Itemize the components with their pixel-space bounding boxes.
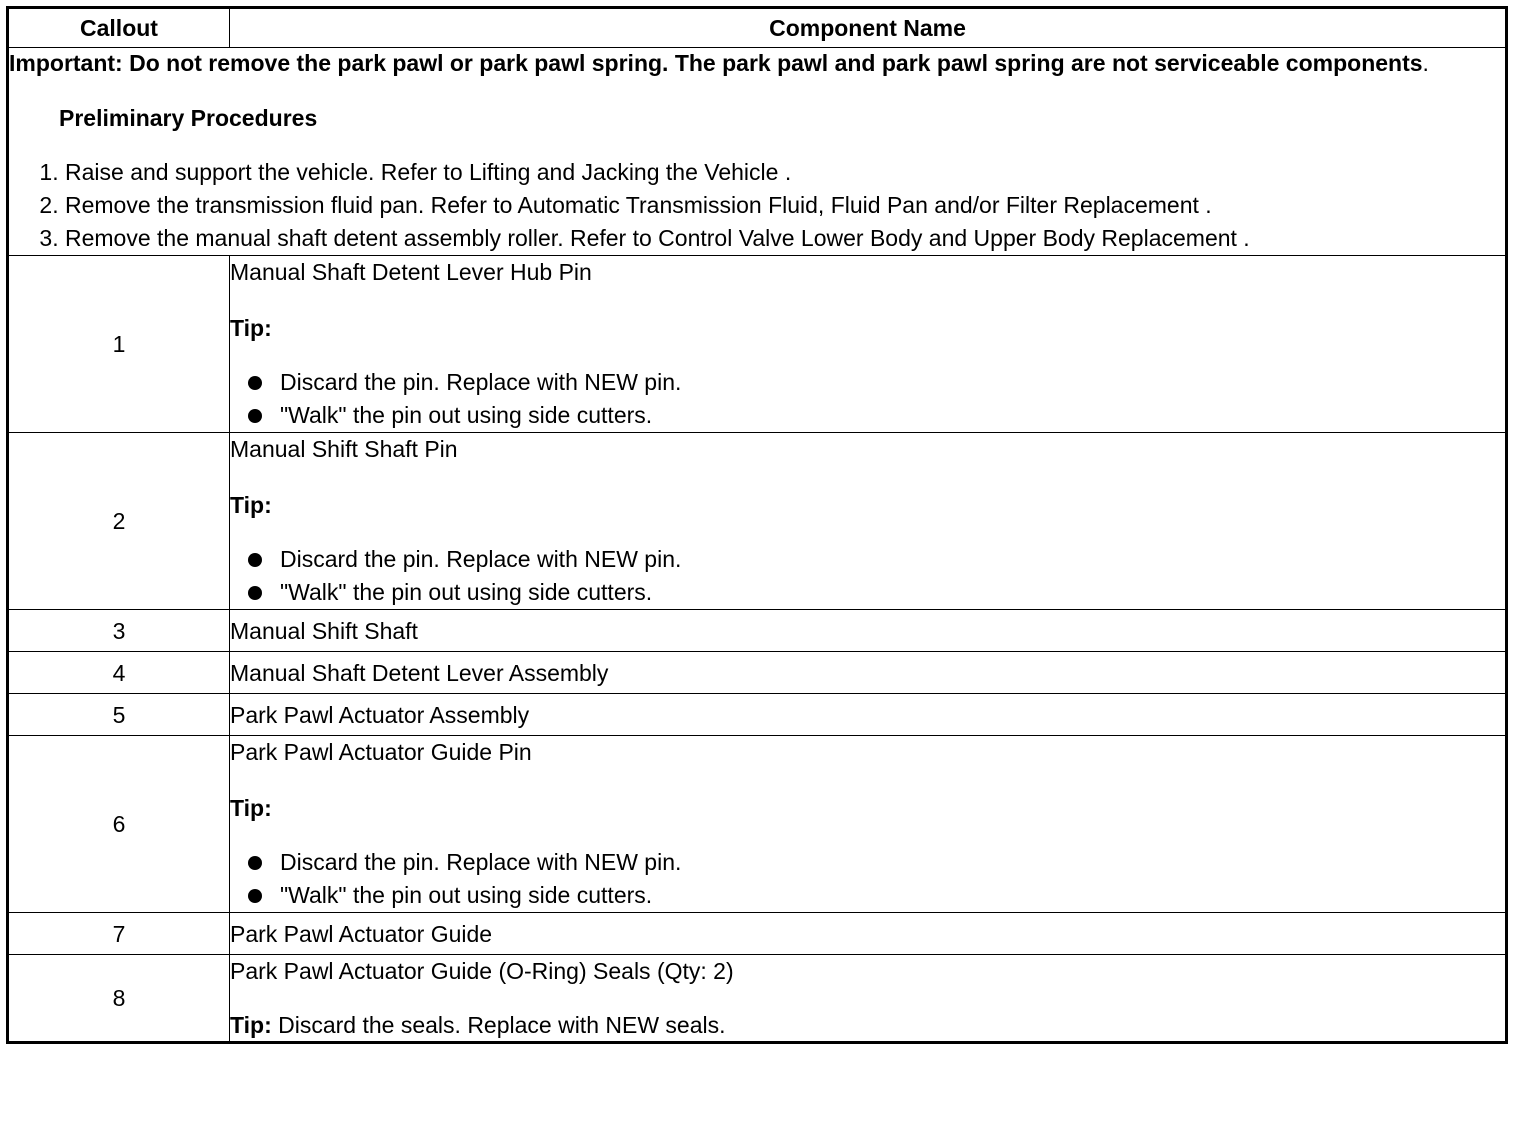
tip-text: "Walk" the pin out using side cutters. xyxy=(280,402,653,428)
tip-list xyxy=(230,543,1505,609)
tip-list xyxy=(230,846,1505,912)
step-item: 3. Remove the manual shaft detent assembly roller. Refer to Control Valve Lower Body and Upper Body Replacement . xyxy=(65,222,1505,255)
callout-number: 2 xyxy=(8,433,230,610)
component-cell xyxy=(230,433,1507,610)
bullet-icon xyxy=(248,889,262,903)
important-text: Important: Do not remove the park pawl or park pawl spring. The park pawl and park pawl spring are not serviceable components xyxy=(9,50,1423,76)
tip-text: "Walk" the pin out using side cutters. xyxy=(280,882,653,908)
table-row xyxy=(8,736,1507,913)
callout-header: Callout xyxy=(8,8,230,48)
tip-item xyxy=(246,576,1505,609)
table-row xyxy=(8,913,1507,955)
step-item: 1. Raise and support the vehicle. Refer to Lifting and Jacking the Vehicle . xyxy=(65,156,1505,189)
header-row xyxy=(8,8,1507,48)
table-row xyxy=(8,652,1507,694)
tip-label: Tip: xyxy=(230,315,272,341)
table-row xyxy=(8,694,1507,736)
tip-text: Discard the pin. Replace with NEW pin. xyxy=(280,546,682,572)
callout-number: 3 xyxy=(8,610,230,652)
callout-number: 8 xyxy=(8,955,230,1043)
step-item: 2. Remove the transmission fluid pan. Refer to Automatic Transmission Fluid, Fluid Pan and/or Filter Replacement . xyxy=(65,189,1505,222)
bullet-icon xyxy=(248,553,262,567)
table-row xyxy=(8,433,1507,610)
tip-list xyxy=(230,366,1505,432)
component-table xyxy=(6,6,1508,1044)
tip-item xyxy=(246,366,1505,399)
table-row xyxy=(8,610,1507,652)
bullet-icon xyxy=(248,856,262,870)
bullet-icon xyxy=(248,409,262,423)
preliminary-title: Preliminary Procedures xyxy=(59,105,318,131)
table-row xyxy=(8,256,1507,433)
component-cell xyxy=(230,955,1507,1043)
callout-number: 1 xyxy=(8,256,230,433)
tip-item xyxy=(246,846,1505,879)
table-row xyxy=(8,955,1507,1043)
preliminary-steps xyxy=(9,156,1505,255)
tip-label: Tip: xyxy=(230,492,272,518)
component-name: Park Pawl Actuator Assembly xyxy=(230,694,1507,736)
callout-number: 5 xyxy=(8,694,230,736)
component-name: Park Pawl Actuator Guide xyxy=(230,913,1507,955)
important-note xyxy=(9,48,1505,78)
component-name: Park Pawl Actuator Guide Pin xyxy=(230,739,532,765)
component-name-header: Component Name xyxy=(230,8,1507,48)
intro-row xyxy=(8,48,1507,256)
component-name: Manual Shift Shaft Pin xyxy=(230,436,458,462)
component-name: Manual Shaft Detent Lever Hub Pin xyxy=(230,259,592,285)
callout-number: 4 xyxy=(8,652,230,694)
component-cell xyxy=(230,736,1507,913)
tip-label: Tip: xyxy=(230,795,272,821)
important-end: . xyxy=(1422,50,1429,76)
callout-number: 6 xyxy=(8,736,230,913)
tip-line xyxy=(230,1009,1505,1041)
component-name: Manual Shift Shaft xyxy=(230,610,1507,652)
bullet-icon xyxy=(248,376,262,390)
tip-item xyxy=(246,879,1505,912)
tip-item xyxy=(246,543,1505,576)
tip-text: Discard the pin. Replace with NEW pin. xyxy=(280,849,682,875)
callout-number: 7 xyxy=(8,913,230,955)
tip-text: Discard the seals. Replace with NEW seals. xyxy=(271,1012,726,1038)
tip-text: "Walk" the pin out using side cutters. xyxy=(280,579,653,605)
intro-cell xyxy=(8,48,1507,256)
component-name: Manual Shaft Detent Lever Assembly xyxy=(230,652,1507,694)
tip-text: Discard the pin. Replace with NEW pin. xyxy=(280,369,682,395)
tip-label: Tip: xyxy=(230,1012,272,1038)
bullet-icon xyxy=(248,586,262,600)
component-name: Park Pawl Actuator Guide (O-Ring) Seals (Qty: 2) xyxy=(230,958,734,984)
tip-item xyxy=(246,399,1505,432)
component-cell xyxy=(230,256,1507,433)
